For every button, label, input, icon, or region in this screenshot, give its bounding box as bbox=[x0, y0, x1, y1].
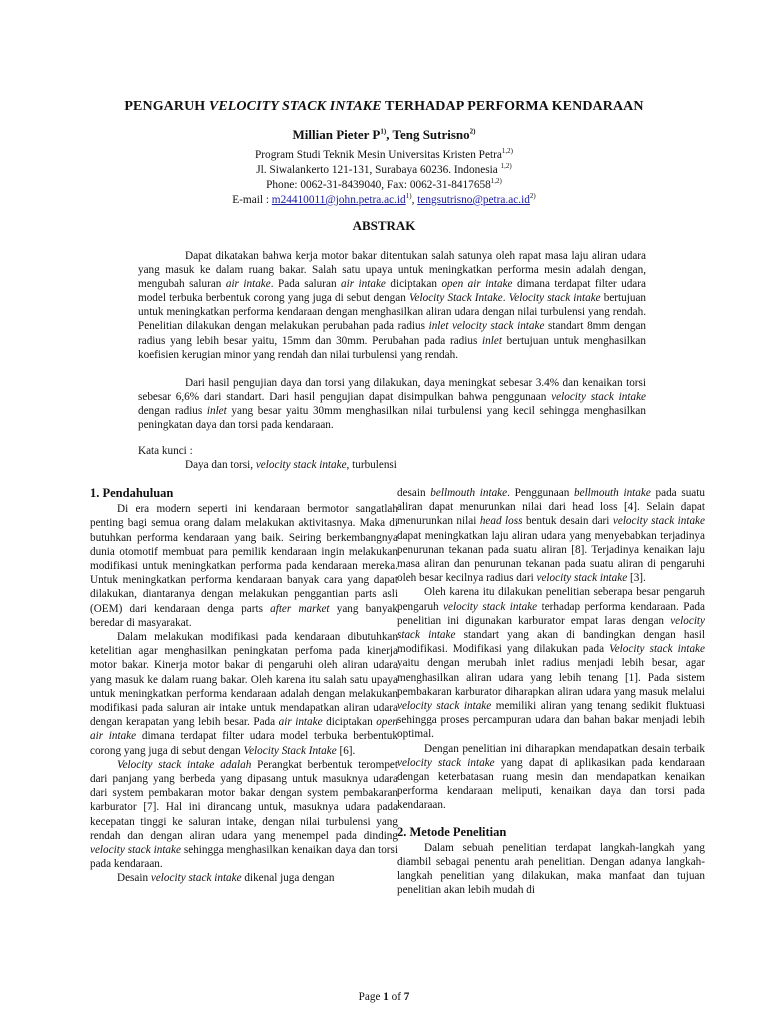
email-link-1[interactable]: m24410011@john.petra.ac.id bbox=[271, 193, 406, 206]
affiliation-address: Jl. Siwalankerto 121-131, Surabaya 60236. Indonesia $^{1,2)}$ bbox=[256, 162, 512, 176]
left-column bbox=[90, 486, 398, 886]
affiliation-phone: Phone: 0062-31-8439040, Fax: 0062-31-8417658$^{1,2)}$ bbox=[266, 177, 502, 191]
abstract-paragraph-2: Dari hasil pengujian daya dan torsi yang dilakukan, daya meningkat sebesar 3.4% dan kenaikan torsi sebesar 6,6% dari standart. Dari hasil pengujian dapat disimpulkan bahwa penggunaan velocity stack intake dengan radius inlet yang besar yaitu 30mm menghasilkan nilai turbulensi yang kecil sehingga menghasilkan peningkatan daya dan torsi pada kendaraan. bbox=[138, 377, 647, 432]
page-number: Page 1 of 7 bbox=[358, 991, 410, 1003]
section-1-heading: 1. Pendahuluan bbox=[90, 486, 174, 500]
email-link-2[interactable]: tengsutrisno@petra.ac.id bbox=[417, 193, 530, 206]
section-2-paragraph-1: Dalam sebuah penelitian terdapat langkah-langkah yang diambil sebagai penentu arah penelitian. Dengan adanya langkah-langkah penelitian yang dilakukan, maka manfaat dan tujuan penelitian akan lebih mudah di bbox=[397, 841, 705, 897]
paper-title: PENGARUH VELOCITY STACK INTAKE TERHADAP PERFORMA KENDARAAN bbox=[124, 99, 644, 114]
right-column bbox=[397, 486, 705, 898]
section-2-heading: 2. Metode Penelitian bbox=[397, 824, 507, 839]
section-1-paragraph-1: Di era modern seperti ini kendaraan bermotor sangatlah penting bagi semua orang dalam melakukan aktivitasnya. Maka di butuhkan performa kendaraan yang baik. Seiring berkembangnya dunia otomotif membuat para pemilik kendaraan ingin melakukan modifikasi untuk meningkatkan performa pada kendaraan mereka. Untuk meningkatkan performa kendaraan banyak cara yang dapat dilakukan, diantaranya dengan melakukan penggantian parts asli (OEM) dari kendaraan denga parts after market yang banyak beredar di masyarakat. bbox=[90, 503, 398, 629]
keywords-label: Kata kunci : bbox=[138, 445, 193, 457]
section-1-paragraph-4: Desain velocity stack intake dikenal juga dengan bbox=[117, 872, 335, 885]
section-1-paragraph-2: Dalam melakukan modifikasi pada kendaraan dibutuhkan ketelitian agar menghasilkan peningkatan perfoma pada kinerja motor bakar. Kinerja motor bakar di pengaruhi oleh aliran udara yang masuk ke dalam ruang bakar. Oleh karena itu salah satu upaya untuk meningkatkan performa kendaraan adalah dengan melakukan modifikasi pada saluran air intake untuk mendapatkan aliran udara dengan kerapatan yang lebih besar. Pada air intake diciptakan open air intake dimana terdapat filter udara model terbuka berbentuk corong yang juga di sebut dengan Velocity Stack Intake [6]. bbox=[90, 631, 398, 757]
section-1-paragraph-7: Dengan penelitian ini diharapkan mendapatkan desain terbaik velocity stack intake yang dapat di aplikasikan pada kendaraan dengan keterbatasan ruang mesin dan mendapatkan kenaikan performa kendaraan meliputi, kenaikan daya dan torsi pada kendaraan. bbox=[397, 742, 705, 812]
section-1-paragraph-5: desain bellmouth intake. Penggunaan bellmouth intake pada suatu aliran dapat menurunkan nilai dari head loss [4]. Selain dapat menurunkan nilai head loss bentuk desain dari velocity stack intake dapat meningkatkan laju aliran udara yang menyebabkan terjadinya penurunan tekanan pada suatu aliran [8]. Terjadinya kenaikan laju masa aliran dan penurunan tekanan pada suatu aliran di pengaruhi oleh besar kecilnya radius dari velocity stack intake [3]. bbox=[397, 487, 705, 585]
section-1-paragraph-3: Velocity stack intake adalah Perangkat berbentuk terompet dari panjang yang berbeda yang dipasang untuk masuknya udara dari system pembakaran motor bakar dengan system pembakaran karburator [7]. Hal ini dirancang untuk, masuknya udara pada kecepatan tinggi ke saluran intake, dengan nilai turbulensi yang rendah dan dengan aliran udara yang menempel pada dinding velocity stack intake sehingga menghasilkan kenaikan daya dan torsi pada kendaraan. bbox=[90, 758, 399, 871]
section-1-paragraph-6: Oleh karena itu dilakukan penelitian seberapa besar pengaruh pengaruh velocity stack intake terhadap performa kendaraan. Pada penelitian ini digunakan karburator empat laras dengan velocity stack intake standart yang akan di bandingkan dengan hasil modifikasi. Modifikasi yang dilakukan pada Velocity stack intake yaitu dengan merubah inlet radius menjadi lebih besar, agar menghasilkan aliran udara yang lebih tenang [1]. Pada sistem pembakaran karburator diharapkan aliran udara yang masuk melalui velocity stack intake memiliki aliran yang tenang sedikit fluktuasi sehingga proses percampuran udara dan bahan bakar menjadi lebih optimal. bbox=[397, 586, 705, 741]
abstract-heading: ABSTRAK bbox=[352, 218, 416, 233]
abstract-paragraph-1: Dapat dikatakan bahwa kerja motor bakar ditentukan salah satunya oleh rapat masa laju aliran udara yang masuk ke dalam ruang bakar. Salah satu upaya untuk meningkatkan performa mesin adalah dengan, mengubah saluran air intake. Pada saluran air intake diciptakan open air intake dimana terdapat filter udara model terbuka berbentuk corong yang juga di sebut dengan Velocity Stack Intake. Velocity stack intake bertujuan untuk meningkatkan performa kendaraan dengan menghasilkan aliran udara dengan nilai turbulensi yang rendah. Penelitian dilakukan dengan melakukan perubahan pada radius inlet velocity stack intake standart 8mm dengan radius yang lebih besar yaitu, 15mm dan 30mm. Perubahan pada radius inlet bertujuan untuk menghasilkan koefisien kerugian minor yang rendah dan nilai turbulensi yang rendah. bbox=[138, 250, 647, 361]
affiliation-email: E-mail : $m24410011@john.petra.ac.id^{1)}$, $tengsutrisno@petra.ac.id^{2)}$ bbox=[232, 192, 536, 206]
affiliation-university: Program Studi Teknik Mesin Universitas Kristen Petra$^{1,2)}$ bbox=[255, 147, 513, 161]
keywords-list: Daya dan torsi, velocity stack intake, turbulensi bbox=[185, 459, 397, 471]
paper-authors: Millian Pieter $P^{1)}$, Teng Sutrisno$^{2)}$ bbox=[292, 127, 476, 142]
